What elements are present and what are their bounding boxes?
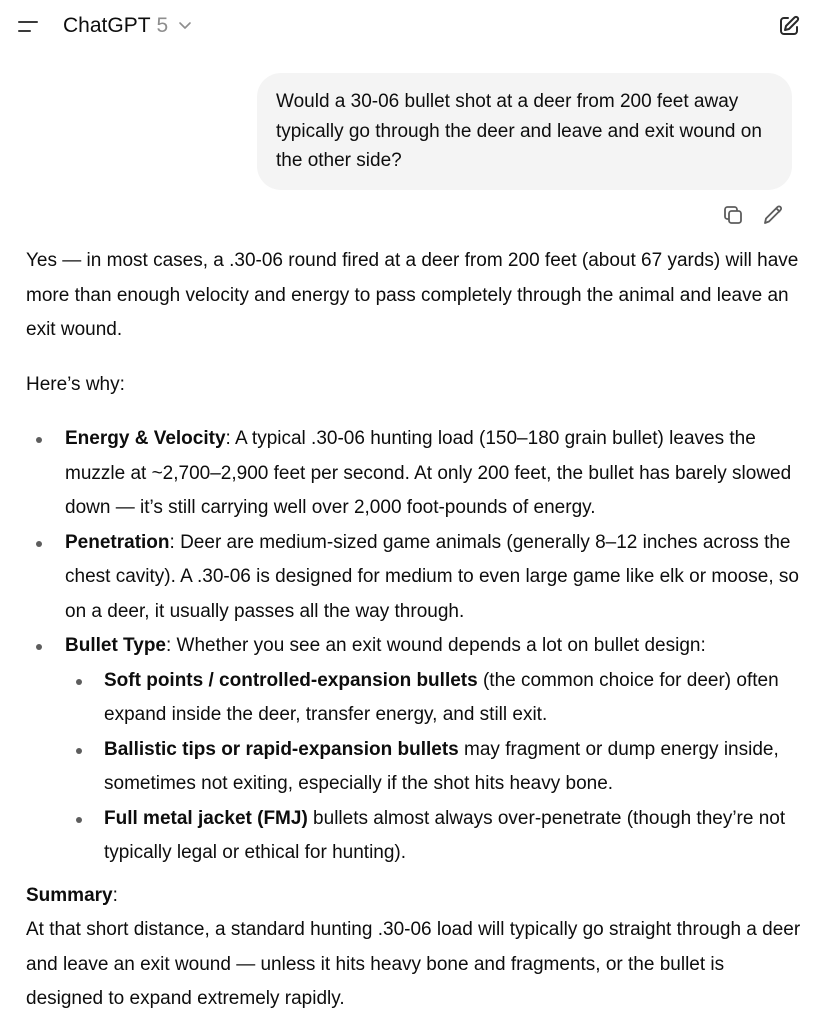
reasons-list xyxy=(26,422,802,871)
subpoint-text: (the common choice for deer) often expand inside the deer, transfer energy, and still exit. xyxy=(104,669,779,725)
point-label: Penetration xyxy=(65,531,170,553)
edit-icon[interactable] xyxy=(761,203,785,227)
list-item xyxy=(26,629,802,871)
subpoint-label: Full metal jacket (FMJ) xyxy=(104,807,308,829)
why-heading: Here’s why: xyxy=(26,373,125,395)
user-message-text: Would a 30-06 bullet shot at a deer from 200 feet away typically go through the deer and leave and exit wound on the other side? xyxy=(276,91,762,171)
app-name: ChatGPT xyxy=(63,14,151,37)
chevron-down-icon xyxy=(178,20,192,30)
subpoint-text: bullets almost always over-penetrate (though they’re not typically legal or ethical for hunting). xyxy=(104,807,786,863)
intro-paragraph: Yes — in most cases, a .30-06 round fired at a deer from 200 feet (about 67 yards) will have more than enough velocity and energy to pass completely through the animal and leave an exit wound. xyxy=(26,250,799,340)
point-text: : Whether you see an exit wound depends a lot on bullet design: xyxy=(166,635,706,656)
point-text: : A typical .30-06 hunting load (150–180 grain bullet) leaves the muzzle at ~2,700–2,900 feet per second. At only 200 feet, the bullet has barely slowed down — it’s still carrying well over 2,000 foot-pounds of energy. xyxy=(65,428,792,518)
list-item xyxy=(65,802,802,871)
list-item xyxy=(26,422,802,526)
copy-icon[interactable] xyxy=(721,203,745,227)
top-bar xyxy=(0,0,821,52)
model-selector[interactable] xyxy=(63,13,192,39)
user-message xyxy=(257,73,792,190)
summary-colon: : xyxy=(112,884,118,906)
hamburger-menu-icon[interactable] xyxy=(16,16,40,38)
subpoint-text: may fragment or dump energy inside, sometimes not exiting, especially if the shot hits heavy bone. xyxy=(104,738,779,794)
list-item xyxy=(65,664,802,733)
bullet-type-sublist xyxy=(65,664,802,871)
point-text: : Deer are medium-sized game animals (generally 8–12 inches across the chest cavity). A .30-06 is designed for medium to even large game like elk or moose, so on a deer, it usually passes all the way through. xyxy=(65,531,799,622)
point-label: Bullet Type xyxy=(65,635,166,656)
list-item xyxy=(26,526,802,630)
subpoint-label: Soft points / controlled-expansion bullets xyxy=(104,669,478,691)
assistant-response xyxy=(26,244,802,1017)
model-version: 5 xyxy=(156,14,169,37)
point-label: Energy & Velocity xyxy=(65,428,226,449)
list-item xyxy=(65,733,802,802)
summary-label: Summary xyxy=(26,884,113,906)
summary-paragraph: At that short distance, a standard hunting .30-06 load will typically go straight through a deer and leave an exit wound — unless it hits heavy bone and fragments, or the bullet is designed to expand extremely rapidly. xyxy=(26,919,801,1009)
subpoint-label: Ballistic tips or rapid-expansion bullets xyxy=(104,738,459,760)
summary-heading xyxy=(26,879,802,914)
compose-icon[interactable] xyxy=(777,14,801,38)
